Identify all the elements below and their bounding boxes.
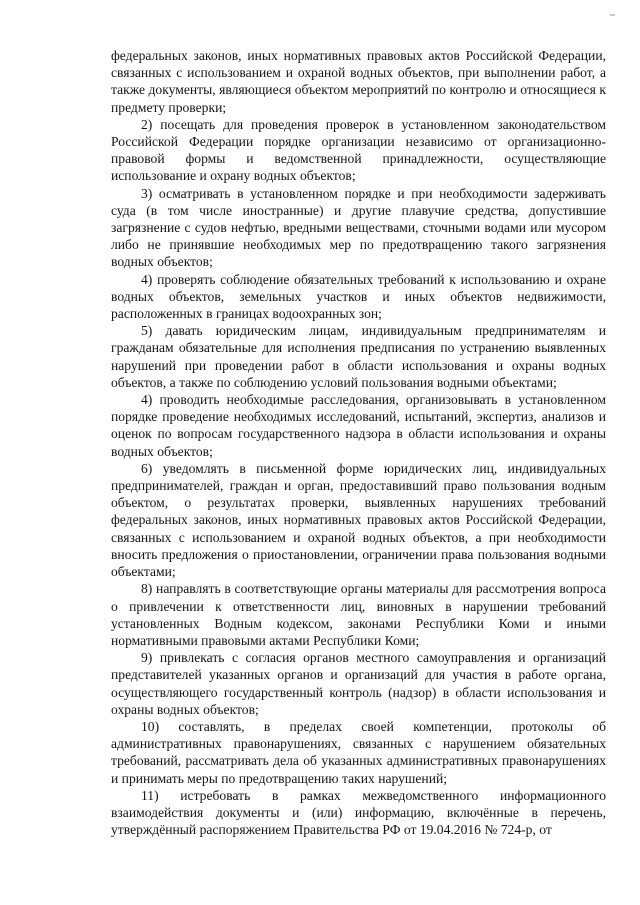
paragraph-continuation: федеральных законов, иных нормативных правовых актов Российской Федерации, связанных с использованием и охраной водных объектов, при выполнении работ, а также документы, являющиеся объектом мероприятий по контролю и относящиеся к предмету проверки;	[111, 48, 606, 115]
paragraph-item-3: 3) осматривать в установленном порядке и при необходимости задерживать суда (в том числе иностранные) и другие плавучие средства, допустившие загрязнение с судов нефтью, вредными веществами, сточными водами или мусором либо не принявшие необходимых мер по предотвращению такого загрязнения водных объектов;	[111, 185, 606, 270]
paragraph-item-4: 4) проверять соблюдение обязательных требований к использованию и охране водных объектов, земельных участков и иных объектов недвижимости, расположенных в границах водоохранных зон;	[111, 271, 606, 322]
paragraph-item-8: 8) направлять в соответствующие органы материалы для рассмотрения вопроса о привлечении к ответственности лиц, виновных в нарушении требований установленных Водным кодексом, законами Республики Коми и иными нормативными правовыми актами Республики Коми;	[111, 581, 606, 648]
scan-mark	[610, 14, 615, 16]
paragraph-item-4-repeat: 4) проводить необходимые расследования, организовывать в установленном порядке проведение необходимых исследований, испытаний, экспертиз, анализов и оценок по вопросам государственного надзора в области использования и охраны водных объектов;	[111, 392, 606, 459]
paragraph-item-11: 11) истребовать в рамках межведомственного информационного взаимодействия документы и (или) информацию, включённые в перечень, утверждённый распоряжением Правительства РФ от 19.04.2016 № 724-р, от	[111, 787, 606, 838]
paragraph-item-9: 9) привлекать с согласия органов местного самоуправления и организаций представителей указанных органов и организаций для участия в работе органа, осуществляющего государственный контроль (надзор) в области использования и охраны водных объектов;	[111, 650, 606, 717]
paragraph-item-6: 6) уведомлять в письменной форме юридических лиц, индивидуальных предпринимателей, граждан и орган, предоставивший право пользования водным объектом, о результатах проверки, выявленных нарушениях требований федеральных законов, иных нормативных правовых актов Российской Федерации, связанных с использованием и охраной водных объектов, а при необходимости вносить предложения о приостановлении, ограничении права пользования водными объектами;	[111, 460, 606, 580]
document-body	[111, 47, 606, 838]
paragraph-item-10: 10) составлять, в пределах своей компетенции, протоколы об административных правонарушениях, связанных с нарушением обязательных требований, рассматривать дела об указанных административных правонарушениях и принимать меры по предотвращению таких нарушений;	[111, 718, 606, 786]
paragraph-item-2: 2) посещать для проведения проверок в установленном законодательством Российской Федерации порядке организации независимо от организационно-правовой формы и ведомственной принадлежности, осуществляющие использование и охрану водных объектов;	[111, 116, 606, 184]
paragraph-item-5: 5) давать юридическим лицам, индивидуальным предпринимателям и гражданам обязательные для исполнения предписания по устранению выявленных нарушений при проведении работ в области использования и охраны водных объектов, а также по соблюдению условий пользования водными объектами;	[111, 323, 606, 390]
